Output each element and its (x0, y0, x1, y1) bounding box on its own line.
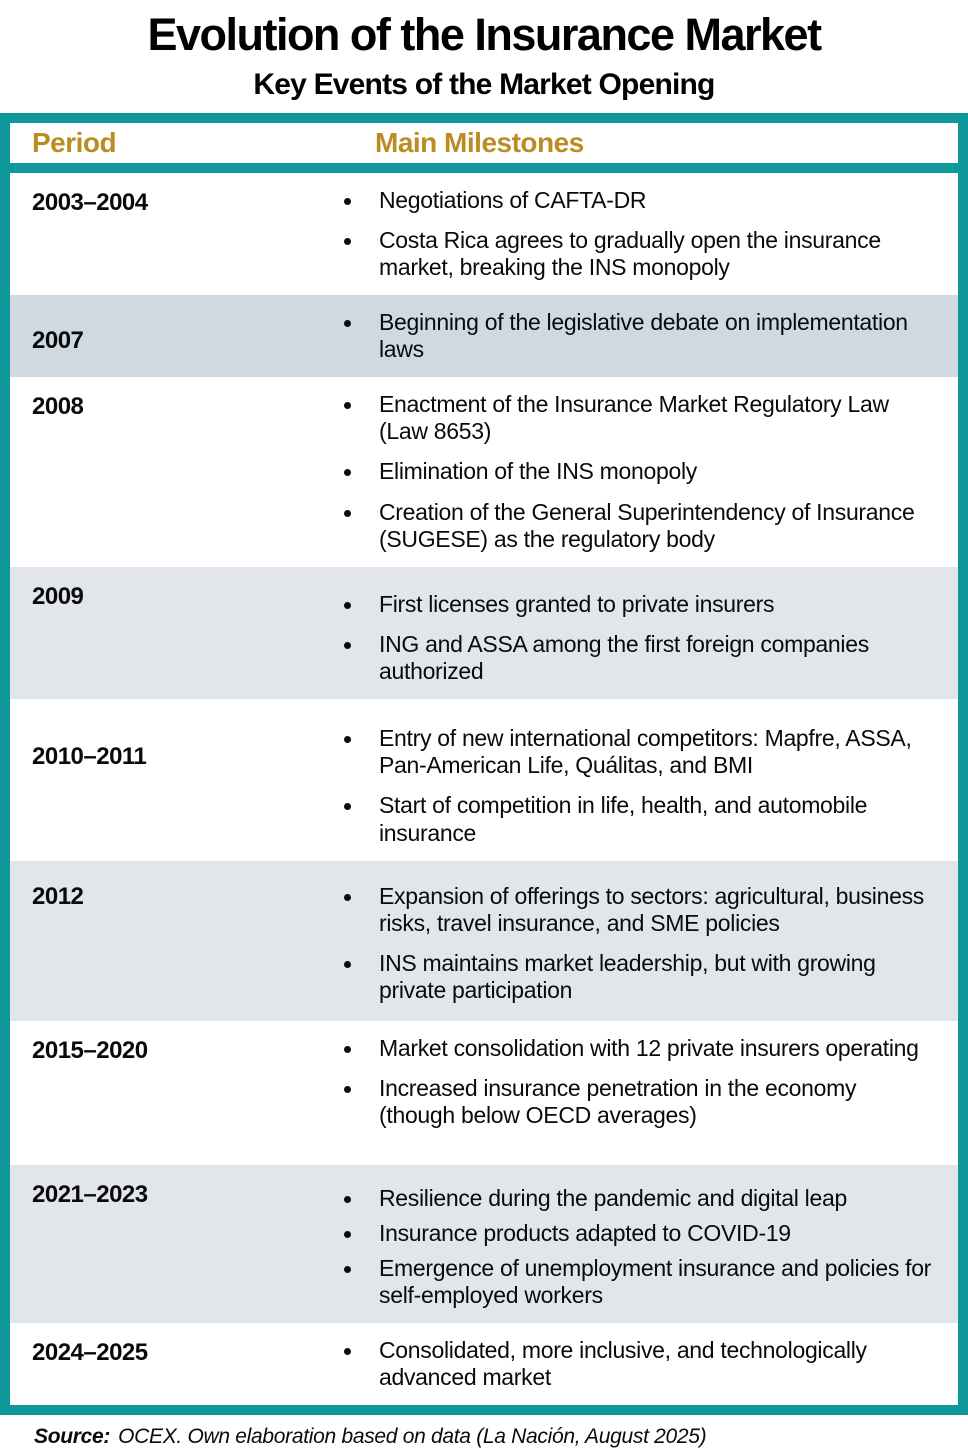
milestones-cell (320, 377, 958, 567)
milestones-cell (320, 1323, 958, 1405)
period-cell: 2024–2025 (32, 1339, 148, 1367)
bullet-icon (344, 1196, 351, 1203)
table-row (10, 173, 958, 295)
milestone-text: Negotiations of CAFTA-DR (379, 186, 647, 213)
period-cell: 2008 (32, 393, 84, 421)
milestone-text: Entry of new international competitors: Mapfre, ASSA, Pan-American Life, Quálitas, and BMI (379, 725, 912, 779)
milestone-item (344, 1255, 932, 1309)
milestone-text: Beginning of the legislative debate on implementation laws (379, 308, 908, 362)
milestone-item (344, 309, 932, 363)
milestone-item (344, 1220, 932, 1247)
source-attribution (0, 1415, 968, 1449)
milestone-item (344, 227, 932, 281)
milestone-item (344, 1035, 932, 1062)
milestone-item (344, 591, 932, 618)
milestone-text: Emergence of unemployment insurance and policies for self-employed workers (379, 1254, 932, 1308)
milestone-item (344, 950, 932, 1004)
table-row (10, 1323, 958, 1405)
milestone-text: Increased insurance penetration in the economy (though below OECD averages) (379, 1074, 857, 1128)
bullet-icon (344, 1231, 351, 1238)
column-header-period: Period (32, 126, 117, 158)
milestone-item (344, 1337, 932, 1391)
milestone-text: Start of competition in life, health, and automobile insurance (379, 792, 868, 846)
milestone-text: Resilience during the pandemic and digital leap (379, 1184, 847, 1211)
milestones-cell (320, 295, 958, 377)
period-cell: 2009 (32, 582, 84, 610)
milestone-text: Market consolidation with 12 private insurers operating (379, 1034, 919, 1061)
milestone-item (344, 499, 932, 553)
bullet-icon (344, 238, 351, 245)
milestone-item (344, 883, 932, 937)
period-cell: 2015–2020 (32, 1036, 148, 1064)
milestone-text: Consolidated, more inclusive, and technologically advanced market (379, 1337, 867, 1391)
milestone-text: INS maintains market leadership, but with growing private participation (379, 949, 876, 1003)
milestone-item (344, 391, 932, 445)
insurance-milestones-table (0, 113, 968, 1416)
milestones-cell (320, 699, 958, 861)
bullet-icon (344, 1086, 351, 1093)
table-row (10, 1165, 958, 1324)
bullet-icon (344, 469, 351, 476)
bullet-icon (344, 642, 351, 649)
milestone-text: Enactment of the Insurance Market Regulatory Law (Law 8653) (379, 391, 889, 445)
milestone-item (344, 187, 932, 214)
milestone-text: First licenses granted to private insurers (379, 590, 775, 617)
page-subtitle: Key Events of the Market Opening (253, 67, 715, 101)
table-row (10, 567, 958, 699)
page-title: Evolution of the Insurance Market (147, 9, 821, 60)
milestone-item (344, 631, 932, 685)
milestone-item (344, 1185, 932, 1212)
table-row (10, 295, 958, 377)
milestone-text: Expansion of offerings to sectors: agricultural, business risks, travel insurance, and SME policies (379, 882, 924, 936)
milestone-text: ING and ASSA among the first foreign companies authorized (379, 630, 869, 684)
table-row (10, 1021, 958, 1165)
bullet-icon (344, 510, 351, 517)
bullet-icon (344, 602, 351, 609)
milestones-cell (320, 567, 958, 699)
table-body (10, 173, 958, 1406)
period-cell: 2012 (32, 882, 84, 910)
milestone-text: Elimination of the INS monopoly (379, 458, 697, 485)
milestones-cell (320, 861, 958, 1021)
bullet-icon (344, 1266, 351, 1273)
table-row (10, 861, 958, 1021)
title-block (0, 0, 968, 101)
bullet-icon (344, 402, 351, 409)
milestones-cell (320, 1165, 958, 1324)
table-header-row (10, 123, 958, 173)
source-label: Source: (34, 1425, 111, 1449)
source-text: OCEX. Own elaboration based on data (La Nación, August 2025) (118, 1425, 707, 1449)
milestone-text: Costa Rica agrees to gradually open the insurance market, breaking the INS monopoly (379, 226, 881, 280)
milestone-item (344, 458, 932, 485)
milestone-item (344, 1075, 932, 1129)
milestone-item (344, 792, 932, 846)
milestone-text: Creation of the General Superintendency of Insurance (SUGESE) as the regulatory body (379, 498, 915, 552)
bullet-icon (344, 1046, 351, 1053)
table-row (10, 699, 958, 861)
bullet-icon (344, 736, 351, 743)
bullet-icon (344, 1348, 351, 1355)
period-cell: 2021–2023 (32, 1180, 148, 1208)
bullet-icon (344, 894, 351, 901)
column-header-milestones: Main Milestones (375, 126, 584, 158)
milestones-cell (320, 173, 958, 295)
bullet-icon (344, 198, 351, 205)
table-row (10, 377, 958, 567)
bullet-icon (344, 803, 351, 810)
period-cell: 2003–2004 (32, 188, 148, 216)
milestone-text: Insurance products adapted to COVID-19 (379, 1219, 791, 1246)
bullet-icon (344, 320, 351, 327)
milestones-cell (320, 1021, 958, 1165)
period-cell: 2007 (32, 326, 84, 354)
milestone-item (344, 725, 932, 779)
bullet-icon (344, 961, 351, 968)
period-cell: 2010–2011 (32, 743, 147, 771)
